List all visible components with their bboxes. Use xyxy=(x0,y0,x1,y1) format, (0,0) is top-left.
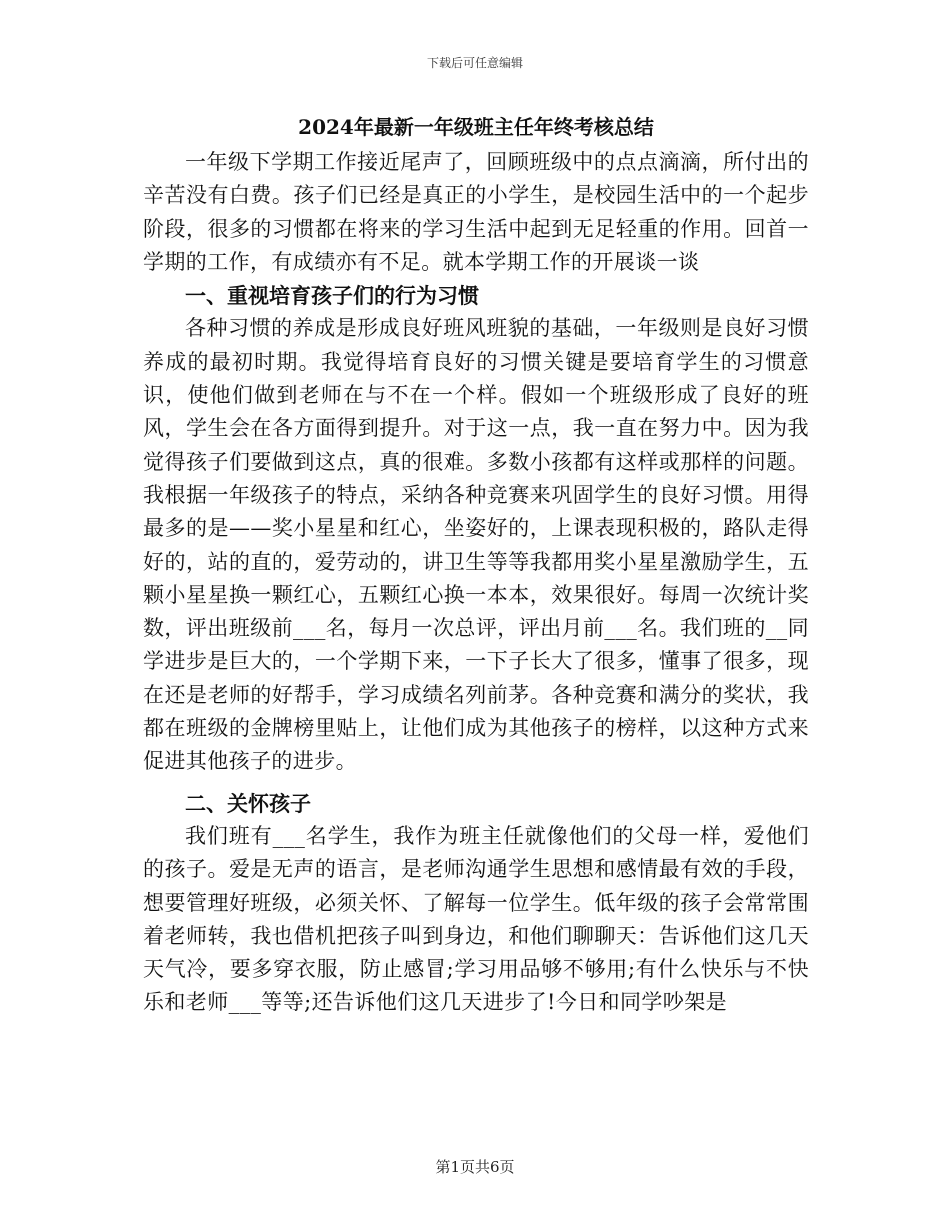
section-1-paragraph: 各种习惯的养成是形成良好班风班貌的基础，一年级则是良好习惯养成的最初时期。我觉得培育良好的习惯关键是要培育学生的习惯意识，使他们做到老师在与不在一个样。假如一个班级形成了良好的班风，学生会在各方面得到提升。对于这一点，我一直在努力中。因为我觉得孩子们要做到这点，真的很难。多数小孩都有这样或那样的问题。我根据一年级孩子的特点，采纳各种竞赛来巩固学生的良好习惯。用得最多的是——奖小星星和红心，坐姿好的，上课表现积极的，路队走得好的，站的直的，爱劳动的，讲卫生等等我都用奖小星星激励学生，五颗小星星换一颗红心，五颗红心换一本本，效果很好。每周一次统计奖数，评出班级前___名，每月一次总评，评出月前___名。我们班的__同学进步是巨大的，一个学期下来，一下子长大了很多，懂事了很多，现在还是老师的好帮手，学习成绩名列前茅。各种竞赛和满分的奖状，我都在班级的金牌榜里贴上，让他们成为其他孩子的榜样，以这种方式来促进其他孩子的进步。 xyxy=(143,316,809,774)
page-header-note: 下载后可任意编辑 xyxy=(426,56,523,70)
section-2-paragraph: 我们班有___名学生，我作为班主任就像他们的父母一样，爱他们的孩子。爱是无声的语言，是老师沟通学生思想和感情最有效的手段，想要管理好班级，必须关怀、了解每一位学生。低年级的孩子会常常围着老师转，我也借机把孩子叫到身边，和他们聊聊天：告诉他们这几天天气冷，要多穿衣服，防止感冒;学习用品够不够用;有什么快乐与不快乐和老师___等等;还告诉他们这几天进步了!今日和同学吵架是 xyxy=(143,823,809,1015)
page-number-footer: 第1页共6页 xyxy=(435,1158,515,1176)
section-1-heading: 一、重视培育孩子们的行为习惯 xyxy=(185,283,479,309)
document-title: 2024年最新一年级班主任年终考核总结 xyxy=(298,115,654,139)
section-2-heading: 二、关怀孩子 xyxy=(185,790,311,816)
intro-paragraph: 一年级下学期工作接近尾声了，回顾班级中的点点滴滴，所付出的辛苦没有白费。孩子们已经是真正的小学生，是校园生活中的一个起步阶段，很多的习惯都在将来的学习生活中起到无足轻重的作用。回首一学期的工作，有成绩亦有不足。就本学期工作的开展谈一谈 xyxy=(143,150,809,274)
document-body xyxy=(143,110,809,1020)
